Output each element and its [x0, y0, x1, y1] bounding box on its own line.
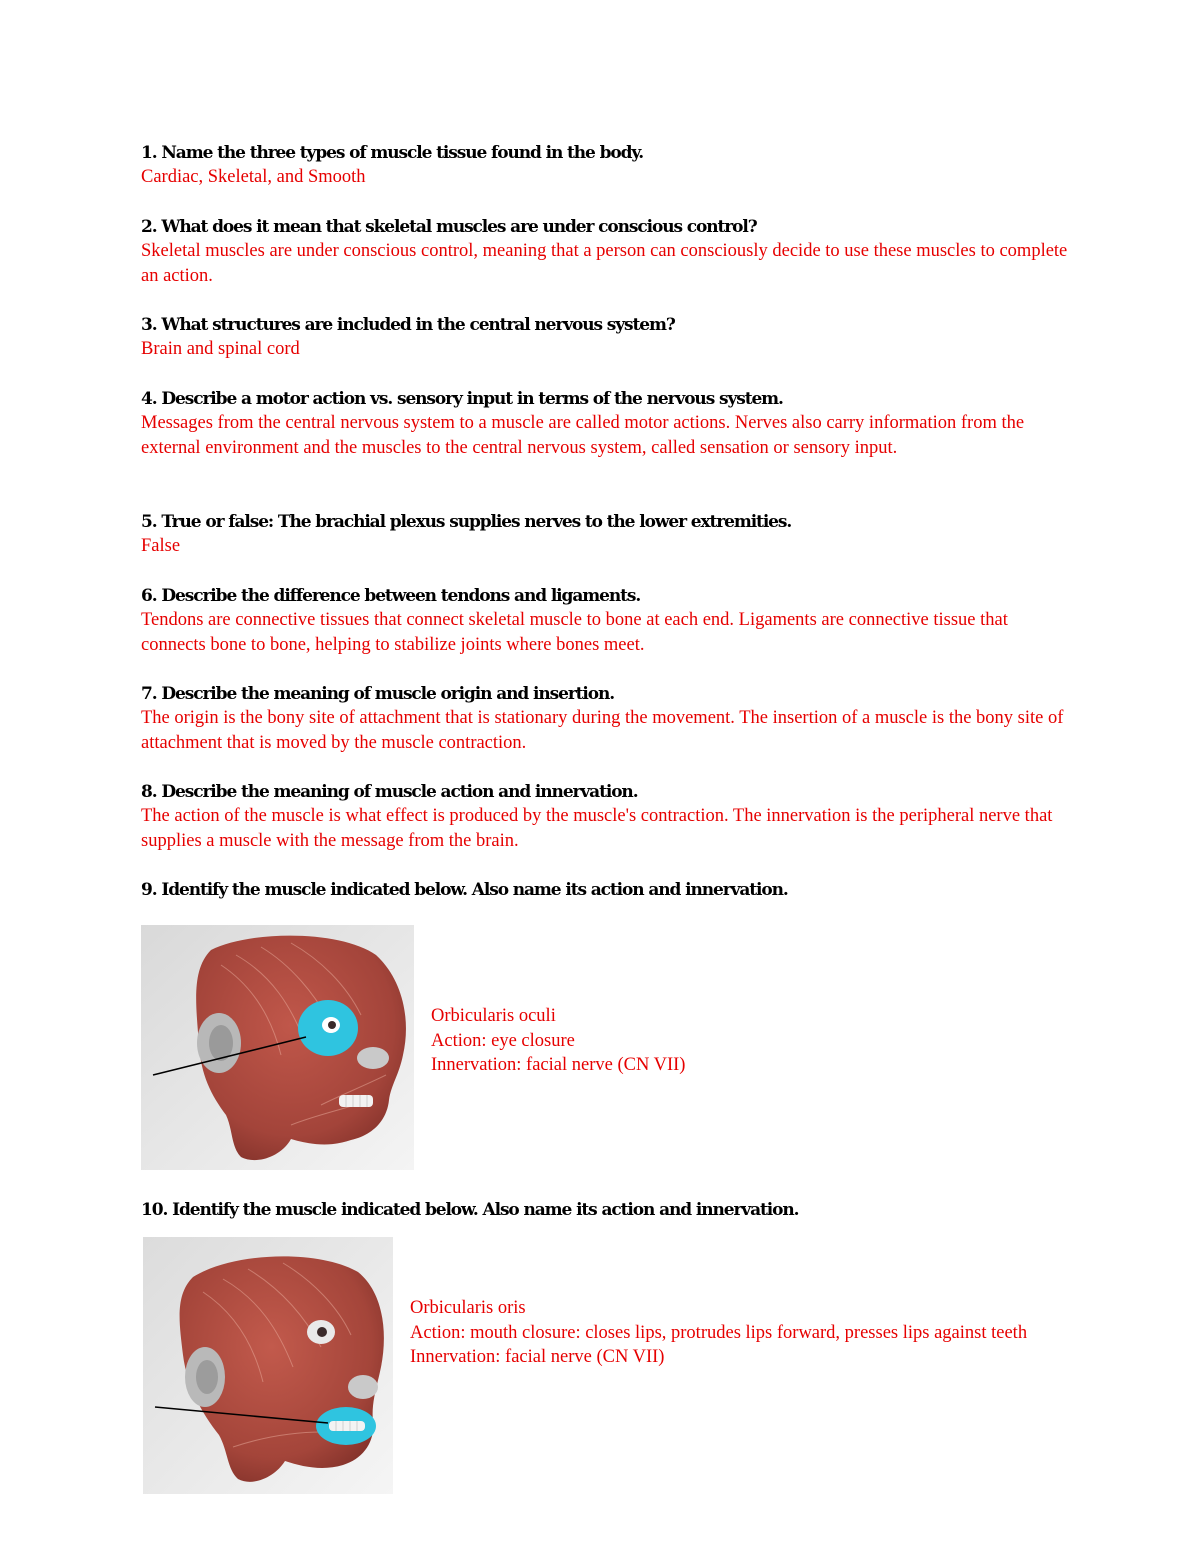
answer-3: Brain and spinal cord: [141, 339, 300, 359]
figure-orbicularis-oris: [143, 1237, 393, 1494]
answer-8: The action of the muscle is what effect is produced by the muscle's contraction. The innervation is the peripheral nerve that supplies a muscle with the message from the brain.: [141, 806, 1053, 851]
question-4: 4. Describe a motor action vs. sensory input in terms of the nervous system.: [141, 389, 783, 409]
qa-item-1: [141, 141, 1071, 190]
qa-item-2: [141, 215, 1071, 288]
muscle-action-2: Action: mouth closure: closes lips, protrudes lips forward, presses lips against teeth: [410, 1322, 1028, 1343]
muscle-name-1: Orbicularis oculi: [431, 1006, 556, 1026]
muscle-innervation-1: Innervation: facial nerve (CN VII): [431, 1055, 686, 1076]
qa-item-4: [141, 387, 1071, 460]
answer-6: Tendons are connective tissues that connect skeletal muscle to bone at each end. Ligaments are connective tissue that connects bone to bone, helping to stabilize joints where bones meet.: [141, 610, 1008, 655]
head-muscle-illustration-2: [143, 1237, 393, 1494]
question-8: 8. Describe the meaning of muscle action and innervation.: [141, 782, 638, 802]
answer-5: False: [141, 536, 181, 556]
question-2: 2. What does it mean that skeletal muscles are under conscious control?: [141, 217, 757, 237]
question-9: 9. Identify the muscle indicated below. Also name its action and innervation.: [141, 880, 788, 900]
qa-item-3: [141, 313, 1071, 362]
question-10: 10. Identify the muscle indicated below. Also name its action and innervation.: [141, 1200, 799, 1220]
question-1: 1. Name the three types of muscle tissue found in the body.: [141, 143, 644, 163]
question-7: 7. Describe the meaning of muscle origin and insertion.: [141, 684, 615, 704]
muscle-name-2: Orbicularis oris: [410, 1298, 526, 1318]
qa-item-9: [141, 878, 1071, 902]
figure-orbicularis-oculi: [141, 925, 414, 1170]
qa-item-10: [141, 1198, 1071, 1222]
question-3: 3. What structures are included in the central nervous system?: [141, 315, 675, 335]
head-muscle-illustration-1: [141, 925, 414, 1170]
qa-item-7: [141, 682, 1071, 755]
muscle-action-1: Action: eye closure: [431, 1030, 575, 1051]
question-5: 5. True or false: The brachial plexus supplies nerves to the lower extremities.: [141, 512, 792, 532]
answer-7: The origin is the bony site of attachment that is stationary during the movement. The insertion of a muscle is the bony site of attachment that is moved by the muscle contraction.: [141, 708, 1064, 753]
muscle-innervation-2: Innervation: facial nerve (CN VII): [410, 1347, 665, 1368]
question-6: 6. Describe the difference between tendons and ligaments.: [141, 586, 641, 606]
answer-2: Skeletal muscles are under conscious control, meaning that a person can consciously decide to use these muscles to complete an action.: [141, 241, 1068, 286]
qa-item-8: [141, 780, 1071, 853]
qa-item-6: [141, 584, 1071, 657]
figure-1-caption: [431, 1004, 991, 1078]
answer-1: Cardiac, Skeletal, and Smooth: [141, 167, 366, 187]
figure-2-caption: [410, 1296, 1040, 1370]
answer-4: Messages from the central nervous system to a muscle are called motor actions. Nerves also carry information from the external environment and the muscles to the central nervous system, called sensation or sensory input.: [141, 413, 1025, 458]
qa-item-5: [141, 510, 1071, 559]
